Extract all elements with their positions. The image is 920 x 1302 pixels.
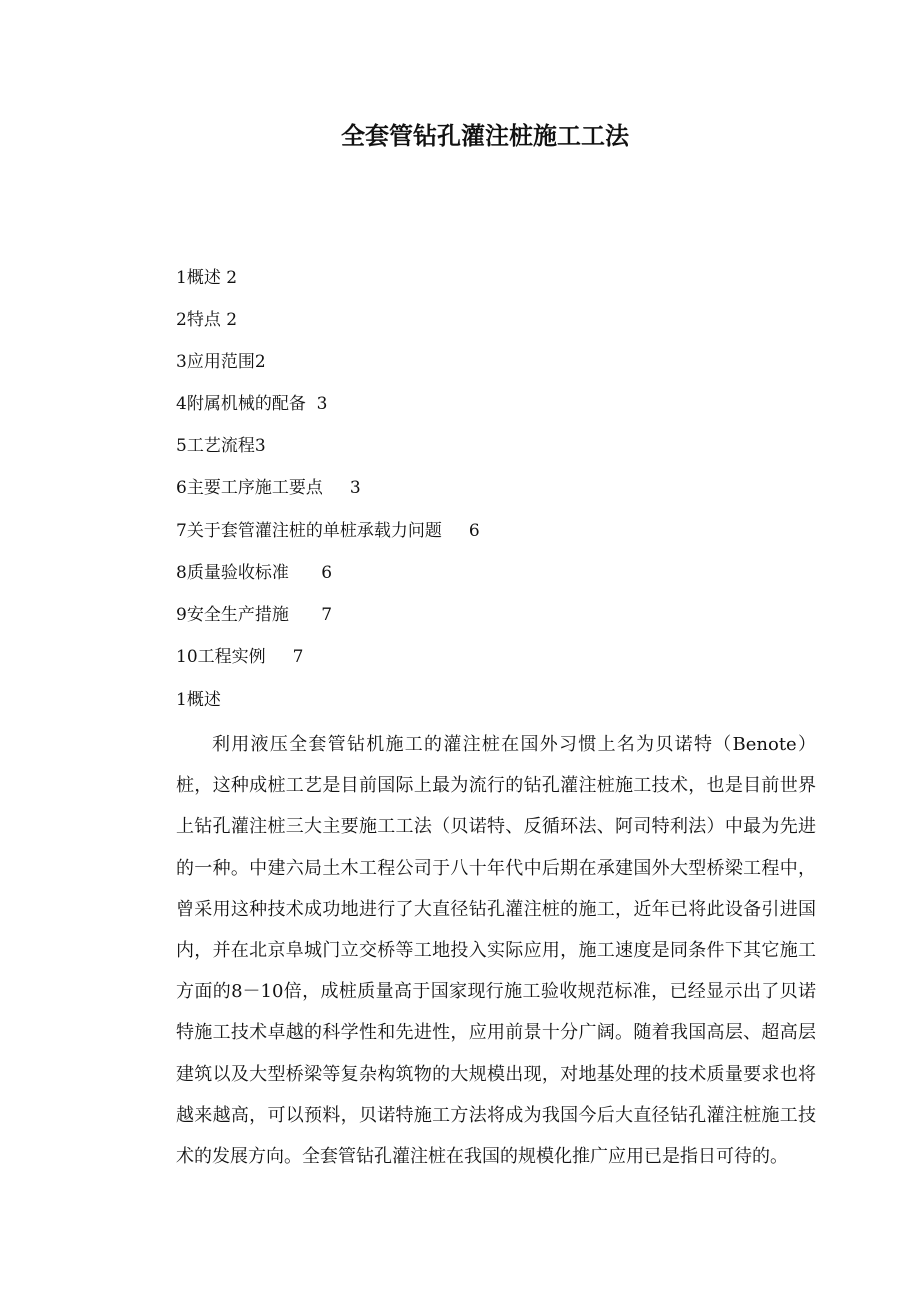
- table-of-contents: [176, 265, 480, 686]
- paragraph-line: 上钻孔灌注桩三大主要施工工法（贝诺特、反循环法、阿司特利法）中最为先进: [176, 816, 816, 838]
- paragraph-line: 特施工技术卓越的科学性和先进性，应用前景十分广阔。随着我国高层、超高层: [176, 1022, 816, 1044]
- document-title: 全套管钻孔灌注桩施工工法: [341, 121, 629, 150]
- paragraph-line: 方面的8－10倍，成桩质量高于国家现行施工验收规范标准，已经显示出了贝诺: [176, 981, 816, 1003]
- toc-item: 10工程实例 7: [176, 646, 304, 667]
- toc-item: 1概述 2: [176, 268, 238, 288]
- paragraph-line: 建筑以及大型桥梁等复杂构筑物的大规模出现，对地基处理的技术质量要求也将: [176, 1063, 816, 1085]
- toc-item: 2特点 2: [176, 310, 238, 331]
- paragraph-line: 曾采用这种技术成功地进行了大直径钻孔灌注桩的施工，近年已将此设备引进国: [176, 898, 816, 920]
- paragraph-line: 内，并在北京阜城门立交桥等工地投入实际应用，施工速度是同条件下其它施工: [176, 939, 816, 961]
- paragraph-line: 桩，这种成桩工艺是目前国际上最为流行的钻孔灌注桩施工技术，也是目前世界: [176, 775, 816, 797]
- toc-item: 6主要工序施工要点 3: [176, 478, 361, 499]
- toc-item: 9安全生产措施 7: [176, 604, 333, 625]
- paragraph-line: 的一种。中建六局土木工程公司于八十年代中后期在承建国外大型桥梁工程中，: [176, 857, 816, 879]
- paragraph-line: 利用液压全套管钻机施工的灌注桩在国外习惯上名为贝诺特（Benote）: [212, 734, 816, 755]
- toc-item: 8质量验收标准 6: [176, 562, 333, 583]
- paragraph-line: 术的发展方向。全套管钻孔灌注桩在我国的规模化推广应用已是指日可待的。: [176, 1145, 788, 1167]
- section-heading: 1概述: [176, 690, 221, 710]
- toc-item: 4附属机械的配备 3: [176, 394, 328, 415]
- toc-item: 7关于套管灌注桩的单桩承载力问题 6: [176, 520, 480, 541]
- toc-item: 5工艺流程3: [176, 436, 266, 457]
- body-paragraph: [176, 732, 816, 1185]
- toc-item: 3应用范围2: [176, 352, 266, 373]
- paragraph-line: 越来越高，可以预料，贝诺特施工方法将成为我国今后大直径钻孔灌注桩施工技: [176, 1104, 816, 1126]
